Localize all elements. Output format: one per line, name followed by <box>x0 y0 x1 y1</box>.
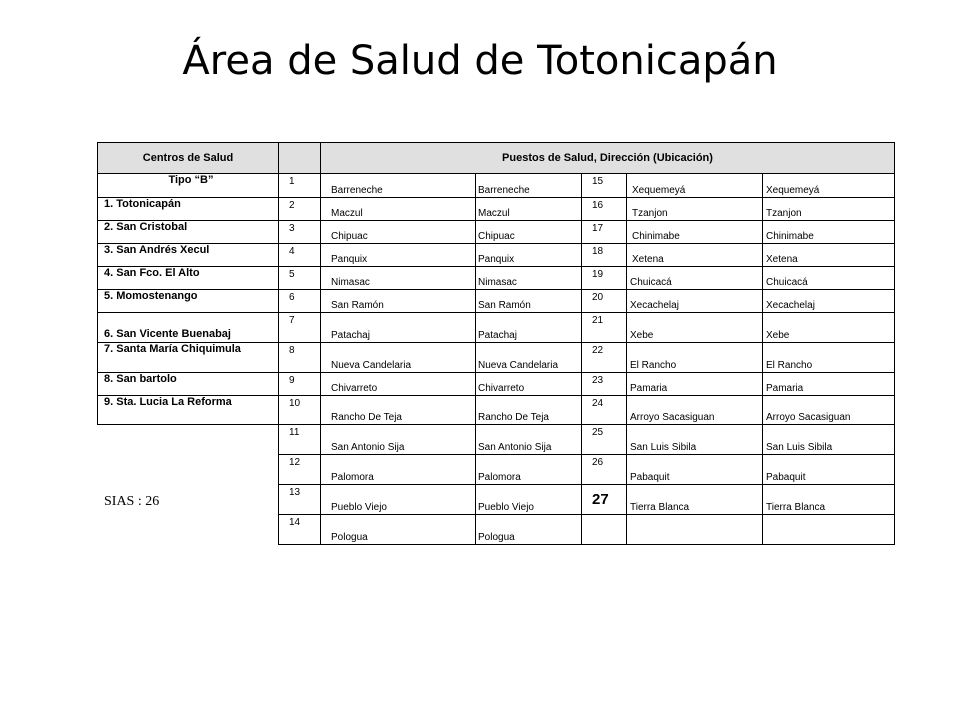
puesto-location-cell: Chinimabe <box>763 221 895 244</box>
centro-de-salud-cell: 3. San Andrés Xecul <box>98 244 279 267</box>
puesto-location-cell: Pamaria <box>763 373 895 396</box>
puesto-location-cell: Xebe <box>763 313 895 343</box>
centro-de-salud-cell: 4. San Fco. El Alto <box>98 267 279 290</box>
puesto-number-cell: 2 <box>279 198 321 221</box>
puesto-name-cell: San Ramón <box>321 290 476 313</box>
puesto-name-cell: Pabaquit <box>627 455 763 485</box>
puesto-number-cell: 16 <box>582 198 627 221</box>
puesto-name-cell: Nimasac <box>321 267 476 290</box>
header-centros: Centros de Salud <box>98 143 279 174</box>
table-header-row <box>98 143 895 174</box>
puesto-name-cell: Pamaria <box>627 373 763 396</box>
table-row <box>98 425 895 455</box>
puesto-number-cell: 27 <box>582 485 627 515</box>
puesto-location-cell: Arroyo Sacasiguan <box>763 396 895 425</box>
puesto-number-cell: 12 <box>279 455 321 485</box>
puesto-number-cell: 1 <box>279 174 321 198</box>
puesto-number-cell: 17 <box>582 221 627 244</box>
puesto-number-cell: 14 <box>279 515 321 545</box>
table-row <box>98 485 895 515</box>
puesto-number-cell: 22 <box>582 343 627 373</box>
puesto-name-cell: Palomora <box>321 455 476 485</box>
centro-de-salud-cell: 2. San Cristobal <box>98 221 279 244</box>
puesto-number-cell: 25 <box>582 425 627 455</box>
table-row <box>98 221 895 244</box>
table-row <box>98 455 895 485</box>
puesto-number-cell: 15 <box>582 174 627 198</box>
puesto-location-cell: Pologua <box>476 515 582 545</box>
table-row <box>98 267 895 290</box>
puesto-number-cell: 21 <box>582 313 627 343</box>
puesto-location-cell: Palomora <box>476 455 582 485</box>
puesto-number-cell: 23 <box>582 373 627 396</box>
puesto-location-cell: Patachaj <box>476 313 582 343</box>
centro-de-salud-cell: 6. San Vicente Buenabaj <box>98 313 279 343</box>
centro-de-salud-cell: Tipo “B” <box>98 174 279 198</box>
page-title: Área de Salud de Totonicapán <box>182 38 778 84</box>
puesto-location-cell: Panquix <box>476 244 582 267</box>
puesto-location-cell: San Ramón <box>476 290 582 313</box>
puesto-name-cell: Xequemeyá <box>627 174 763 198</box>
puesto-location-cell: Pabaquit <box>763 455 895 485</box>
puesto-location-cell: Rancho De Teja <box>476 396 582 425</box>
puesto-location-cell: Pueblo Viejo <box>476 485 582 515</box>
puesto-name-cell: Panquix <box>321 244 476 267</box>
puesto-location-cell: Xecachelaj <box>763 290 895 313</box>
puesto-name-cell: Rancho De Teja <box>321 396 476 425</box>
centro-de-salud-cell: 1. Totonicapán <box>98 198 279 221</box>
puesto-location-cell: Nimasac <box>476 267 582 290</box>
puesto-number-cell: 5 <box>279 267 321 290</box>
puesto-name-cell: San Antonio Sija <box>321 425 476 455</box>
centro-de-salud-cell: 9. Sta. Lucia La Reforma <box>98 396 279 425</box>
centro-de-salud-cell: 5. Momostenango <box>98 290 279 313</box>
empty-cell <box>98 425 279 455</box>
puesto-name-cell: San Luis Sibila <box>627 425 763 455</box>
puesto-number-cell: 7 <box>279 313 321 343</box>
puesto-name-cell: Chipuac <box>321 221 476 244</box>
header-puestos: Puestos de Salud, Dirección (Ubicación) <box>321 143 895 174</box>
puesto-name-cell: Xebe <box>627 313 763 343</box>
table-row <box>98 174 895 198</box>
puesto-location-cell: Xetena <box>763 244 895 267</box>
puesto-number-cell: 19 <box>582 267 627 290</box>
puesto-name-cell: Chivarreto <box>321 373 476 396</box>
puesto-location-cell: San Luis Sibila <box>763 425 895 455</box>
puesto-name-cell: Arroyo Sacasiguan <box>627 396 763 425</box>
puesto-location-cell: Barreneche <box>476 174 582 198</box>
puesto-name-cell: Tierra Blanca <box>627 485 763 515</box>
sias-label: SIAS : 26 <box>104 494 160 509</box>
puesto-number-cell: 10 <box>279 396 321 425</box>
health-centers-table <box>97 142 895 545</box>
table-row <box>98 396 895 425</box>
puesto-name-cell: Xecachelaj <box>627 290 763 313</box>
table-row <box>98 313 895 343</box>
table-row <box>98 373 895 396</box>
puesto-number-cell: 6 <box>279 290 321 313</box>
table-row <box>98 290 895 313</box>
puesto-location-cell: Chivarreto <box>476 373 582 396</box>
puesto-number-cell: 8 <box>279 343 321 373</box>
puesto-number-cell: 4 <box>279 244 321 267</box>
puesto-number-cell: 18 <box>582 244 627 267</box>
table-row <box>98 198 895 221</box>
puesto-name-cell: Pologua <box>321 515 476 545</box>
puesto-location-cell: Xequemeyá <box>763 174 895 198</box>
table-row <box>98 343 895 373</box>
puesto-name-cell: Nueva Candelaria <box>321 343 476 373</box>
header-blank <box>279 143 321 174</box>
puesto-number-cell <box>582 515 627 545</box>
puesto-name-cell: Chuicacá <box>627 267 763 290</box>
empty-cell <box>98 515 279 545</box>
puesto-number-cell: 20 <box>582 290 627 313</box>
puesto-location-cell <box>763 515 895 545</box>
puesto-location-cell: Tierra Blanca <box>763 485 895 515</box>
puesto-name-cell: Maczul <box>321 198 476 221</box>
puesto-number-cell: 11 <box>279 425 321 455</box>
empty-cell <box>98 455 279 485</box>
puesto-number-cell: 9 <box>279 373 321 396</box>
puesto-location-cell: Chuicacá <box>763 267 895 290</box>
puesto-name-cell: Chinimabe <box>627 221 763 244</box>
puesto-name-cell <box>627 515 763 545</box>
puesto-number-cell: 26 <box>582 455 627 485</box>
puesto-name-cell: Xetena <box>627 244 763 267</box>
puesto-name-cell: Patachaj <box>321 313 476 343</box>
puesto-location-cell: San Antonio Sija <box>476 425 582 455</box>
table-row <box>98 244 895 267</box>
puesto-location-cell: El Rancho <box>763 343 895 373</box>
puesto-number-cell: 24 <box>582 396 627 425</box>
puesto-name-cell: Pueblo Viejo <box>321 485 476 515</box>
puesto-location-cell: Tzanjon <box>763 198 895 221</box>
puesto-location-cell: Nueva Candelaria <box>476 343 582 373</box>
puesto-location-cell: Chipuac <box>476 221 582 244</box>
puesto-name-cell: Barreneche <box>321 174 476 198</box>
centro-de-salud-cell: 7. Santa María Chiquimula <box>98 343 279 373</box>
puesto-name-cell: El Rancho <box>627 343 763 373</box>
puesto-name-cell: Tzanjon <box>627 198 763 221</box>
puesto-location-cell: Maczul <box>476 198 582 221</box>
puesto-number-cell: 3 <box>279 221 321 244</box>
table-row <box>98 515 895 545</box>
centro-de-salud-cell: 8. San bartolo <box>98 373 279 396</box>
puesto-number-cell: 13 <box>279 485 321 515</box>
